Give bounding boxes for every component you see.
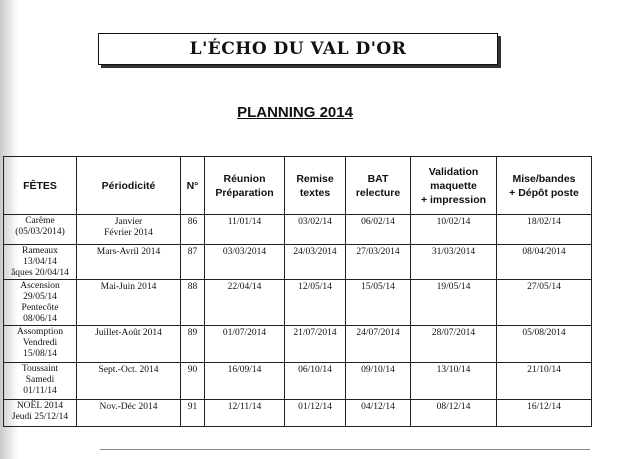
cell-remise: 12/05/14 — [285, 280, 346, 326]
cell-bat: 24/07/2014 — [346, 326, 411, 363]
cell-validation: 28/07/2014 — [411, 326, 497, 363]
cell-bat: 15/05/14 — [346, 280, 411, 326]
cell-bat: 04/12/14 — [346, 400, 411, 427]
table-row — [4, 326, 592, 363]
cell-fete: NOËL 2014 Jeudi 25/12/14 — [4, 400, 77, 427]
cell-periodicite: Sept.-Oct. 2014 — [77, 363, 181, 400]
cell-fete: Toussaint Samedi 01/11/14 — [4, 363, 77, 400]
cell-fete: Carême (05/03/2014) — [4, 215, 77, 245]
masthead-title: L'ÉCHO DU VAL D'OR — [189, 39, 407, 59]
cell-bat: 06/02/14 — [346, 215, 411, 245]
cell-numero: 87 — [181, 245, 205, 280]
table-row — [4, 215, 592, 245]
header-periodicite: Périodicité — [77, 157, 181, 215]
cell-numero: 89 — [181, 326, 205, 363]
cell-periodicite: Mars-Avril 2014 — [77, 245, 181, 280]
cell-remise: 24/03/2014 — [285, 245, 346, 280]
cell-remise: 01/12/14 — [285, 400, 346, 427]
cell-numero: 91 — [181, 400, 205, 427]
cell-depot: 21/10/14 — [497, 363, 592, 400]
masthead-box — [98, 33, 498, 65]
table-row — [4, 400, 592, 427]
cell-remise: 21/07/2014 — [285, 326, 346, 363]
header-bat-relecture: BAT relecture — [346, 157, 411, 215]
bottom-rule — [100, 449, 590, 450]
header-remise-textes: Remise textes — [285, 157, 346, 215]
header-validation-maquette: Validation maquette + impression — [411, 157, 497, 215]
cell-numero: 88 — [181, 280, 205, 326]
cell-fete: Assomption Vendredi 15/08/14 — [4, 326, 77, 363]
cell-remise: 03/02/14 — [285, 215, 346, 245]
cell-bat: 27/03/2014 — [346, 245, 411, 280]
cell-depot: 08/04/2014 — [497, 245, 592, 280]
header-numero: N° — [181, 157, 205, 215]
cell-periodicite: Juillet-Août 2014 — [77, 326, 181, 363]
cell-reunion: 03/03/2014 — [205, 245, 285, 280]
header-reunion-preparation: Réunion Préparation — [205, 157, 285, 215]
cell-reunion: 22/04/14 — [205, 280, 285, 326]
cell-fete: Ascension 29/05/14 Pentecôte 08/06/14 — [4, 280, 77, 326]
cell-validation: 08/12/14 — [411, 400, 497, 427]
header-fetes: FÊTES — [4, 157, 77, 215]
cell-numero: 90 — [181, 363, 205, 400]
cell-validation: 19/05/14 — [411, 280, 497, 326]
cell-depot: 27/05/14 — [497, 280, 592, 326]
cell-reunion: 11/01/14 — [205, 215, 285, 245]
cell-validation: 13/10/14 — [411, 363, 497, 400]
planning-table — [3, 156, 592, 427]
cell-depot: 05/08/2014 — [497, 326, 592, 363]
cell-depot: 18/02/14 — [497, 215, 592, 245]
cell-bat: 09/10/14 — [346, 363, 411, 400]
cell-depot: 16/12/14 — [497, 400, 592, 427]
table-row — [4, 363, 592, 400]
cell-periodicite: Nov.-Déc 2014 — [77, 400, 181, 427]
cell-reunion: 16/09/14 — [205, 363, 285, 400]
table-header-row — [4, 157, 592, 215]
cell-fete: Rameaux 13/04/14 âques 20/04/14 — [4, 245, 77, 280]
cell-validation: 31/03/2014 — [411, 245, 497, 280]
cell-reunion: 12/11/14 — [205, 400, 285, 427]
cell-numero: 86 — [181, 215, 205, 245]
cell-periodicite: Janvier Février 2014 — [77, 215, 181, 245]
header-mise-bandes-depot: Mise/bandes + Dépôt poste — [497, 157, 592, 215]
cell-reunion: 01/07/2014 — [205, 326, 285, 363]
cell-validation: 10/02/14 — [411, 215, 497, 245]
page-title: PLANNING 2014 — [237, 104, 353, 121]
cell-periodicite: Mai-Juin 2014 — [77, 280, 181, 326]
table-row — [4, 245, 592, 280]
cell-remise: 06/10/14 — [285, 363, 346, 400]
table-row — [4, 280, 592, 326]
